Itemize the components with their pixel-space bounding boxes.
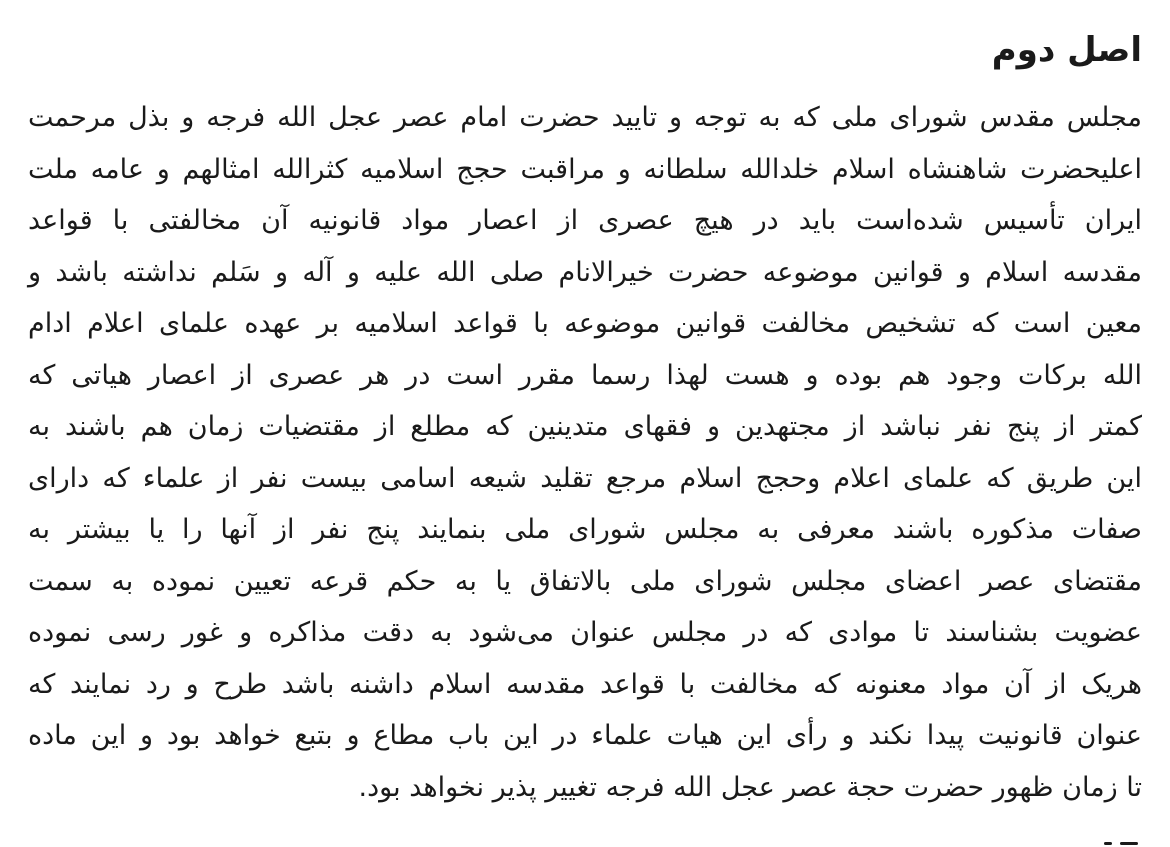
article-body xyxy=(28,92,1142,813)
article-line-13: عنوان قانونیت پیدا نکند و رأی این هیات علماء در این باب مطاع و بتبع خواهد بود و این ماده xyxy=(28,720,1142,751)
article-heading: اصل دوم xyxy=(991,30,1142,70)
article-line-12: هریک از آن مواد معنونه که مخالفت با قواعد مقدسه اسلام داشنه باشد طرح و رد نمایند که xyxy=(28,668,1142,700)
article-line-5: معین است که تشخیص مخالفت قوانین موضوعه با قواعد اسلامیه بر عهده علمای اعلام ادام xyxy=(28,308,1142,339)
article-line-10: مقتضای عصر اعضای مجلس شورای ملی بالاتفاق یا به حکم قرعه تعیین نموده به سمت xyxy=(28,565,1142,597)
cropped-glyph xyxy=(1104,842,1112,845)
article-line-2: اعلیحضرت شاهنشاه اسلام خلدالله سلطانه و مراقبت حجج اسلامیه کثرالله امثالهم و عامه ملت xyxy=(28,153,1142,185)
article-line-6: الله برکات وجود هم بوده و هست لهذا رسما مقرر است در هر عصری از اعصار هیاتی که xyxy=(28,359,1142,391)
cropped-next-heading xyxy=(1082,834,1142,847)
article-line-7: کمتر از پنج نفر نباشد از مجتهدین و فقهای متدینین که مطلع از مقتضیات زمان هم باشند به xyxy=(28,411,1142,442)
article-line-1: مجلس مقدس شورای ملی که به توجه و تایید حضرت امام عصر عجل الله فرجه و بذل مرحمت xyxy=(28,102,1142,133)
article-line-9: صفات مذکوره باشند معرفی به مجلس شورای ملی بنمایند پنج نفر از آنها را یا بیشتر به xyxy=(28,514,1142,545)
article-line-14: تا زمان ظهور حضرت حجة عصر عجل الله فرجه تغییر پذیر نخواهد بود. xyxy=(358,771,1142,803)
article-line-8: این طریق که علمای اعلام وحجج اسلام مرجع تقلید شیعه اسامی بیست نفر از علماء که دارای xyxy=(28,462,1142,494)
cropped-glyph xyxy=(1120,842,1138,845)
article-line-11: عضویت بشناسند تا موادی که در مجلس عنوان می‌شود به دقت مذاکره و غور رسی نموده xyxy=(28,617,1142,648)
article-line-3: ایران تأسیس شده‌است باید در هیچ عصری از اعصار مواد قانونیه آن مخالفتی با قواعد xyxy=(28,205,1142,236)
article-line-4: مقدسه اسلام و قوانین موضوعه حضرت خیرالانام صلی الله علیه و آله و سَلم نداشته باشد و xyxy=(28,256,1142,288)
